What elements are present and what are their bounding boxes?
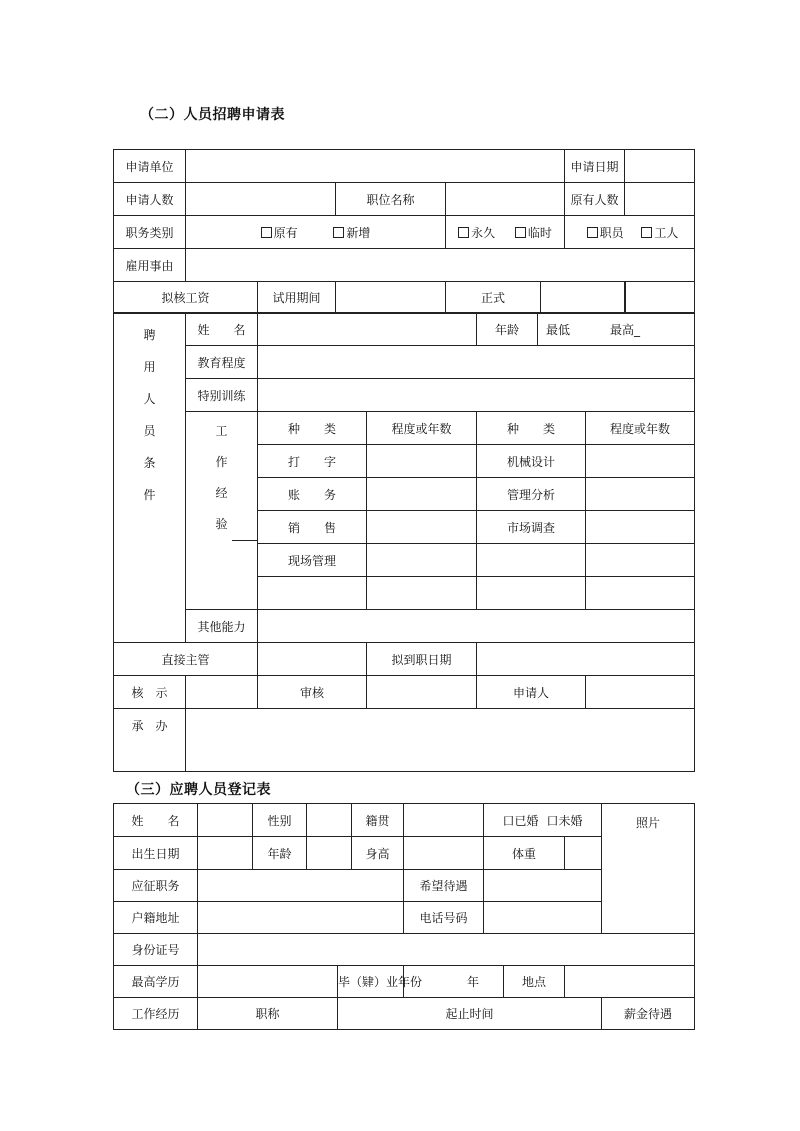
birth-date-field[interactable] [198,837,253,870]
handler-field[interactable] [186,709,695,772]
formal-field[interactable] [541,282,625,314]
checkbox-label: 永久 [471,225,496,240]
direct-supervisor-field[interactable] [258,643,367,676]
checkbox-icon [333,227,344,238]
married-option[interactable]: 口已婚 [502,813,539,828]
apply-date-field[interactable] [625,150,695,183]
age-cell [477,313,695,346]
work-exp-char: 经 [215,486,228,500]
apply-unit-field[interactable] [186,150,565,183]
exp-level-field[interactable] [367,445,477,478]
exp-level-field[interactable] [586,544,695,577]
conditions-char: 人 [143,392,156,406]
exp-type-cell: 打 字 [258,445,367,478]
name-label: 姓 名 [186,313,258,346]
exp-type-cell: 管理分析 [477,478,586,511]
location-field[interactable] [565,966,695,998]
conditions-char: 件 [143,488,156,502]
conditions-char: 聘 [143,328,156,342]
exp-type-cell[interactable] [258,577,367,610]
apply-count-label: 申请人数 [114,183,186,216]
checkbox-label: 新增 [346,225,371,240]
conditions-vertical-label [114,313,186,643]
allowance-field[interactable] [625,282,708,313]
name-field[interactable] [258,313,477,346]
exp-type-cell: 销 售 [258,511,367,544]
job-category-label: 职务类别 [114,216,186,249]
exp-header-level-2: 程度或年数 [586,412,695,445]
age-max-label: 最高_ [610,322,641,337]
conditions-char: 条 [143,456,156,470]
age-range[interactable] [538,313,695,345]
gender-field[interactable] [307,804,352,837]
special-training-label: 特别训练 [186,379,258,412]
special-training-field[interactable] [258,379,695,412]
exp-level-field[interactable] [586,445,695,478]
checkbox-icon [261,227,272,238]
photo-box[interactable]: 照片 [602,804,695,934]
proposed-salary-label: 拟核工资 [114,282,258,314]
title-column-header: 职称 [198,998,338,1030]
education-label: 教育程度 [186,346,258,379]
planned-start-label: 拟到职日期 [367,643,477,676]
expected-pay-label: 希望待遇 [404,870,484,902]
weight-field[interactable] [565,837,602,870]
other-ability-field[interactable] [258,610,695,643]
name-field[interactable] [198,804,253,837]
checkbox-label: 临时 [527,225,552,240]
other-ability-label: 其他能力 [186,610,258,643]
formal-label: 正式 [446,282,541,314]
graduation-year-label: 毕（肄）业年份 [338,966,404,998]
position-name-field[interactable] [446,183,565,216]
exp-type-cell[interactable] [477,577,586,610]
checkbox-staff[interactable] [587,224,624,241]
probation-label: 试用期间 [258,282,336,314]
checkbox-icon [458,227,469,238]
job-category-options-1 [186,216,446,249]
household-address-field[interactable] [198,902,404,934]
checkbox-worker[interactable] [641,224,678,241]
work-experience-label [186,412,258,610]
expected-pay-field[interactable] [484,870,602,902]
graduation-year-field[interactable]: 年 [404,966,504,998]
checkbox-new[interactable] [333,224,370,241]
salary-column-header: 薪金待遇 [602,998,695,1030]
exp-type-cell: 账 务 [258,478,367,511]
apply-date-label: 申请日期 [565,150,625,183]
direct-supervisor-label: 直接主管 [114,643,258,676]
applied-position-field[interactable] [198,870,404,902]
period-column-header: 起止时间 [338,998,602,1030]
position-name-label: 职位名称 [336,183,446,216]
checkbox-icon [515,227,526,238]
location-label: 地点 [504,966,565,998]
approve-label: 核 示 [114,676,186,709]
work-exp-char: 验 [215,517,228,531]
section3-title: （三）应聘人员登记表 [126,782,271,798]
unmarried-option[interactable]: 口未婚 [546,813,583,828]
age-field[interactable] [307,837,352,870]
hire-reason-field[interactable] [186,249,695,282]
height-field[interactable] [404,837,484,870]
age-label: 年龄 [253,837,307,870]
work-exp-char: 工 [215,424,228,438]
checkbox-temporary[interactable] [515,224,552,241]
exp-header-level-1: 程度或年数 [367,412,477,445]
checkbox-label: 原有 [273,225,298,240]
height-label: 身高 [352,837,404,870]
phone-label: 电话号码 [404,902,484,934]
exp-level-field[interactable] [367,511,477,544]
age-label: 年龄 [477,313,538,345]
planned-start-field[interactable] [477,643,695,676]
work-history-label: 工作经历 [114,998,198,1030]
job-category-options-2 [446,216,565,249]
exp-type-cell: 市场调查 [477,511,586,544]
age-min-label: 最低 [546,322,571,337]
original-count-label: 原有人数 [565,183,625,216]
id-number-field[interactable] [198,934,695,966]
exp-level-field[interactable] [367,478,477,511]
exp-header-type-1: 种 类 [258,412,367,445]
approve-field[interactable] [186,676,258,709]
marital-status[interactable] [484,804,602,837]
exp-type-cell: 机械设计 [477,445,586,478]
native-place-field[interactable] [404,804,484,837]
conditions-char: 员 [143,424,156,438]
highest-education-field[interactable] [198,966,338,998]
review-label: 审核 [258,676,367,709]
probation-field[interactable] [336,282,446,314]
exp-type-cell: 现场管理 [258,544,367,577]
apply-count-field[interactable] [186,183,336,216]
weight-label: 体重 [484,837,565,870]
exp-level-field[interactable] [367,577,477,610]
checkbox-original[interactable] [261,224,298,241]
highest-education-label: 最高学历 [114,966,198,998]
review-field[interactable] [367,676,477,709]
birth-date-label: 出生日期 [114,837,198,870]
native-place-label: 籍贯 [352,804,404,837]
job-category-options-3 [565,216,695,249]
checkbox-icon [641,227,652,238]
exp-level-field[interactable] [367,544,477,577]
work-exp-char: 作 [215,455,228,469]
phone-field[interactable] [484,902,602,934]
checkbox-icon [587,227,598,238]
original-count-field[interactable] [625,183,695,216]
applicant-label: 申请人 [477,676,586,709]
applicant-registration-table [113,803,695,1030]
checkbox-permanent[interactable] [458,224,495,241]
id-number-label: 身份证号 [114,934,198,966]
handler-label: 承 办 [114,709,186,772]
applicant-field[interactable] [586,676,695,709]
exp-level-field[interactable] [586,478,695,511]
name-label: 姓 名 [114,804,198,837]
applied-position-label: 应征职务 [114,870,198,902]
education-field[interactable] [258,346,695,379]
apply-unit-label: 申请单位 [114,150,186,183]
gender-label: 性别 [253,804,307,837]
exp-header-type-2: 种 类 [477,412,586,445]
hire-reason-label: 雇用事由 [114,249,186,282]
hiring-conditions-table [113,312,695,772]
allowance-cell [625,282,695,314]
exp-level-field[interactable] [586,577,695,610]
conditions-char: 用 [143,360,156,374]
divider [232,540,257,541]
recruitment-application-table [113,149,695,314]
checkbox-label: 职员 [599,225,624,240]
exp-type-cell [477,544,586,577]
household-address-label: 户籍地址 [114,902,198,934]
section2-title: （二）人员招聘申请表 [140,107,285,123]
exp-level-field[interactable] [586,511,695,544]
checkbox-label: 工人 [654,225,679,240]
